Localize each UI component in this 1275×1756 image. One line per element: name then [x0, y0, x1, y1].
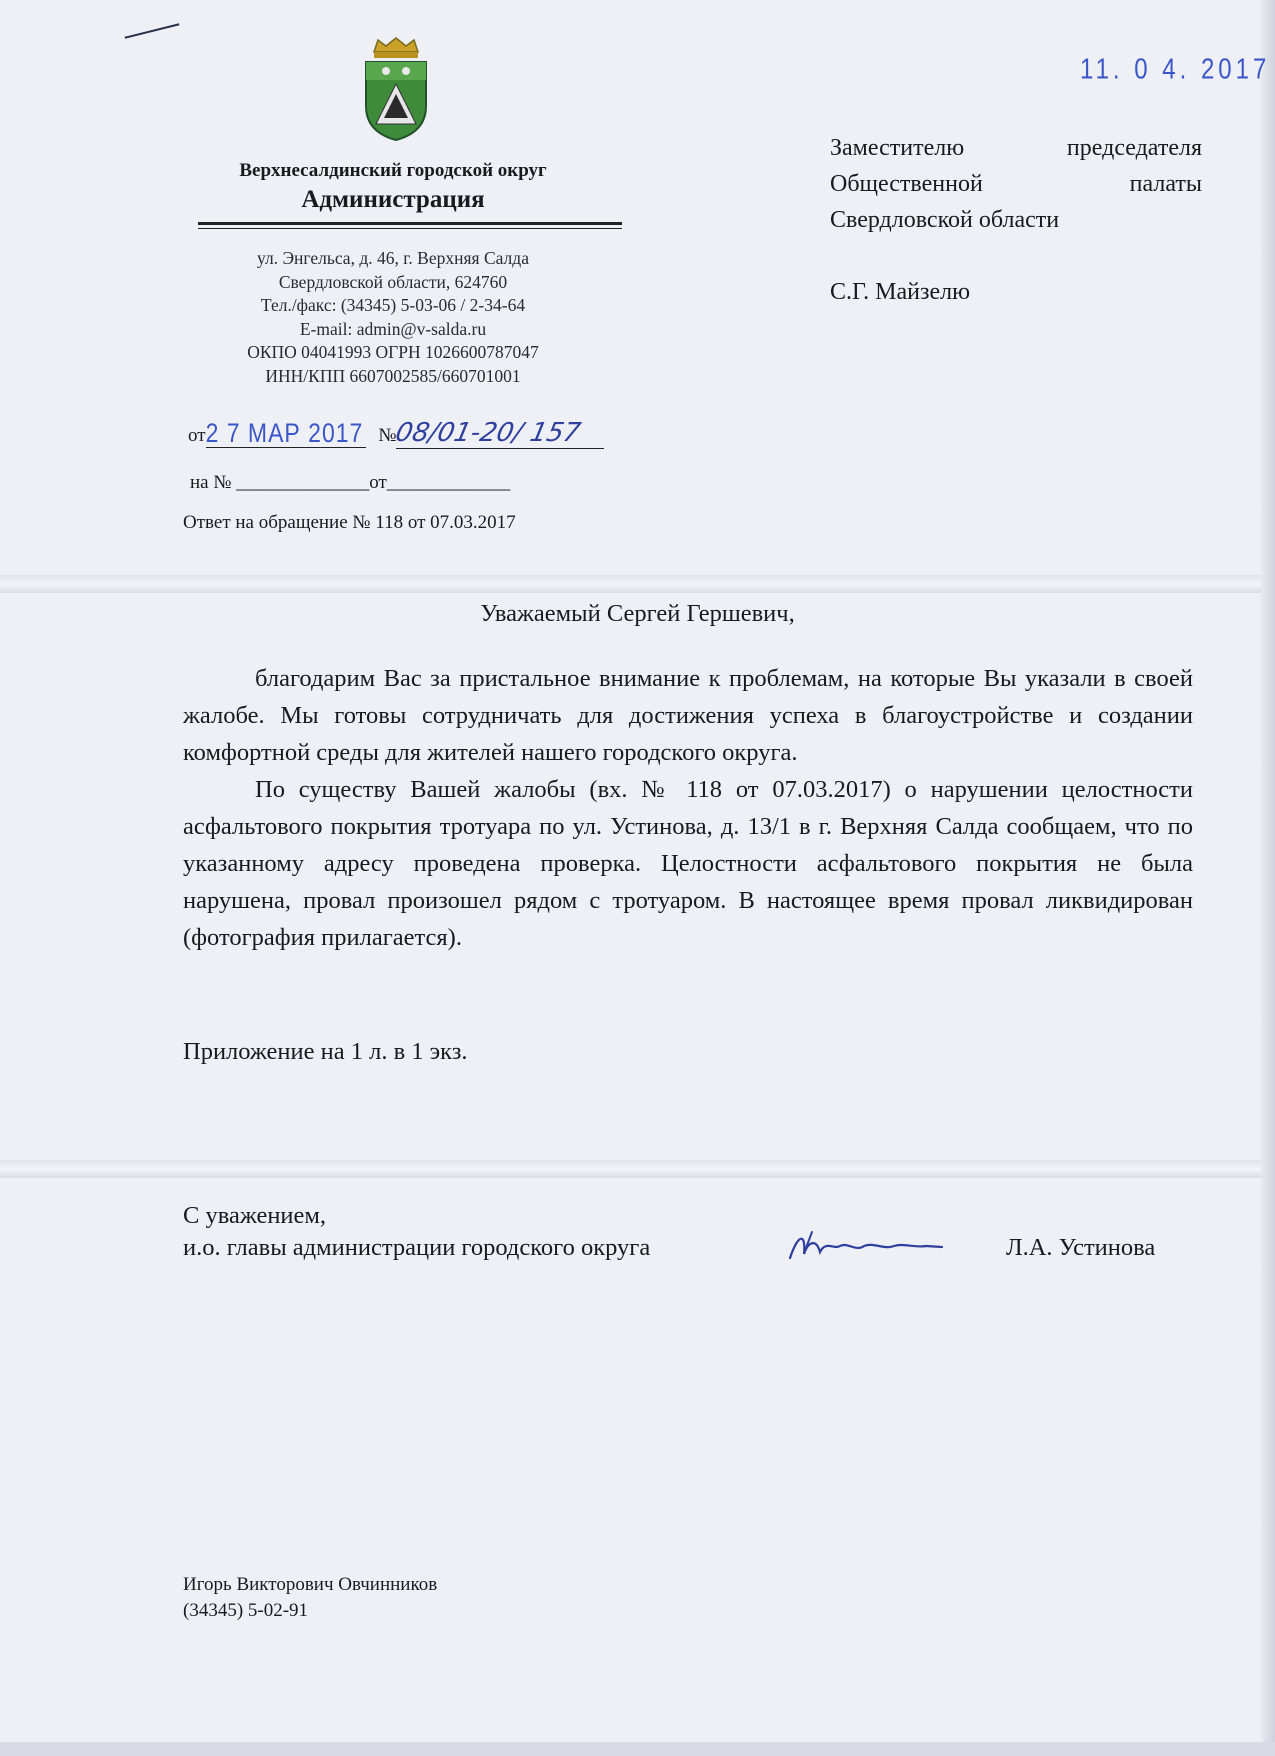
paper-edge-right — [1261, 0, 1275, 1756]
handwritten-signature — [786, 1228, 948, 1268]
incoming-reference: на № ______________от_____________ — [190, 472, 511, 493]
pen-mark — [125, 23, 180, 38]
body-paragraph: благодарим Вас за пристальное внимание к проблемам, на которые Вы указали в своей жалобе. Мы готовы сотрудничать для достижения успеха в благоустройстве и создании комфортной среды для жителей нашего городского округа. — [183, 665, 1193, 766]
closing-position: и.о. главы администрации городского округа — [183, 1234, 651, 1261]
paper-edge-bottom — [0, 1742, 1275, 1756]
outgoing-date-stamp: 2 7 МАР 2017 — [205, 417, 364, 448]
body-paragraph: По существу Вашей жалобы (вх. № 118 от 07.03.2017) о нарушении целостности асфальтового покрытия тротуара по ул. Устинова, д. 13/1 в г. Верхняя Салда сообщаем, что по указанному адресу проведена проверка. Целостности асфальтового покрытия не была нарушена, провал произошел рядом с тротуаром. В настоящее время провал ликвидирован (фотография прилагается). — [183, 776, 1193, 951]
closing-regards: С уважением, — [183, 1202, 327, 1229]
header-rule — [198, 222, 622, 232]
contact-line: ОКПО 04041993 ОГРН 1026600787047 — [247, 342, 539, 362]
executor-phone: (34345) 5-02-91 — [183, 1600, 309, 1621]
coat-of-arms-emblem — [360, 36, 432, 146]
organization-header — [198, 160, 588, 214]
executor-name: Игорь Викторович Овчинников — [183, 1574, 438, 1595]
received-date-stamp: 11. 0 4. 2017 — [1080, 53, 1271, 86]
salutation: Уважаемый Сергей Гершевич, — [480, 600, 795, 627]
addressee-line: Общественной палаты — [830, 171, 1202, 197]
contact-line: Свердловской области, 624760 — [278, 271, 508, 292]
executor-block — [183, 1572, 437, 1624]
addressee-line: Свердловской области — [830, 207, 1060, 233]
signer-name: Л.А. Устинова — [1006, 1234, 1156, 1261]
date-prefix: от — [188, 425, 206, 446]
paper-fold-bottom — [0, 1160, 1275, 1178]
contact-line: ул. Энгельса, д. 46, г. Верхняя Салда — [257, 248, 529, 268]
answer-reference: Ответ на обращение № 118 от 07.03.2017 — [183, 512, 516, 533]
org-admin-title: Администрация — [301, 186, 485, 213]
addressee-name: С.Г. Майзелю — [830, 279, 971, 305]
paper-fold-top — [0, 575, 1275, 593]
letter-body — [183, 660, 1193, 956]
org-contacts — [198, 247, 588, 388]
addressee-block — [830, 130, 1202, 310]
outgoing-registration — [188, 418, 604, 449]
attachment-note: Приложение на 1 л. в 1 экз. — [183, 1038, 468, 1065]
addressee-line: Заместителю председателя — [830, 135, 1202, 161]
number-prefix: № — [378, 425, 397, 446]
org-name: Верхнесалдинский городской округ — [239, 160, 547, 181]
contact-line: Тел./факс: (34345) 5-03-06 / 2-34-64 — [260, 295, 526, 315]
contact-line: E-mail: admin@v-salda.ru — [299, 318, 487, 339]
outgoing-number-handwritten: 08/01-20/ 157 — [393, 418, 584, 448]
contact-line: ИНН/КПП 6607002585/660701001 — [265, 365, 521, 386]
